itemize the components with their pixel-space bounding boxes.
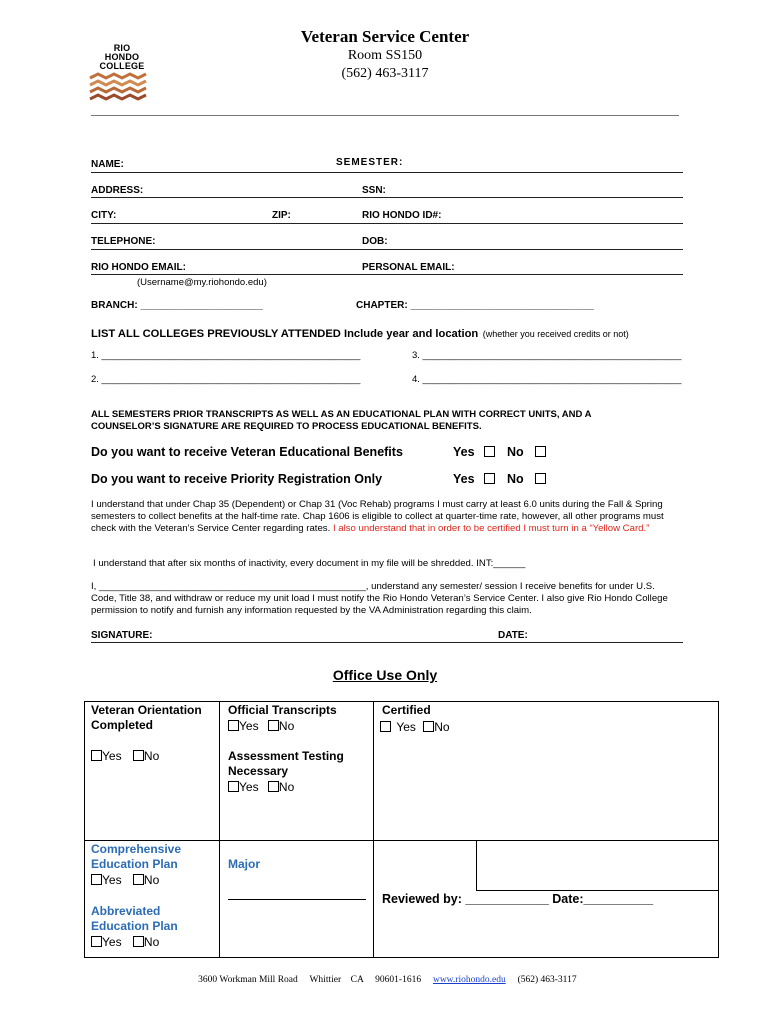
priority-yes-option[interactable] [453,472,495,486]
yellow-card-text: I also understand that in order to be certified I must turn in a “Yellow Card.” [332,522,650,534]
dob-label: DOB: [362,236,388,247]
assessment-yes-checkbox[interactable] [228,781,239,792]
certified-label: Certified [382,703,431,717]
abbreviated-yes-checkbox[interactable] [91,936,102,947]
table-left-border [84,701,85,957]
footer [0,965,770,985]
email-hint: (Username@my.riohondo.edu) [137,277,267,288]
yes-label: Yes [102,749,122,763]
rates-paragraph [91,499,673,534]
logo-text: RIO HONDO COLLEGE [99,43,145,71]
college-line-1[interactable]: 1. _________________________________________________ [91,350,361,361]
city-line[interactable] [91,223,683,224]
signature-line[interactable] [91,642,683,643]
footer-phone: (562) 463-3117 [517,975,577,985]
orientation-label: Veteran Orientation Completed [91,703,202,732]
table-top-border [84,701,719,702]
college-line-3[interactable]: 3. _________________________________________________ [412,350,682,361]
semester-label: SEMESTER: [336,157,404,168]
table-row-divider [84,840,719,841]
rates-text: I understand that under Chap 35 (Dependent) or Chap 31 (Voc Rehab) programs I must carry at least 6.0 units during the Fall & Spring semesters to collect benefits at the half-time rate. Chap 1606 is eligible to collect at quarter-time rate, however, all other programs must check with the Veteran’s Service Center regarding rates. [91,499,664,534]
agreement-paragraph: I, __________________________________________________, understand any semester/ session I receive benefits for under U.S. Code, Title 38, and withdraw or reduce my unit load I must notify the Rio Hondo Veteran’s Service Center. I also give Rio Hondo College permission to notify and furnish any information requested by the VA Administration regarding this claim. [91,581,668,616]
reviewed-date-field[interactable]: : ____________ Date:__________ [457,892,654,906]
colleges-heading-note: (whether you received credits or not) [482,329,629,339]
orientation-no-checkbox[interactable] [133,750,144,761]
reviewed-by[interactable] [382,892,653,906]
signature-label: SIGNATURE: [91,630,153,641]
city-label: CITY: [91,210,117,221]
major-label: Major [228,857,261,871]
abbreviated-options[interactable] [91,935,159,949]
no-label: No [143,749,160,763]
certified-no-checkbox[interactable] [423,721,434,732]
certified-yes-checkbox[interactable] [380,721,391,732]
assessment-label: Assessment Testing Necessary [228,749,344,778]
colleges-heading-text: LIST ALL COLLEGES PREVIOUSLY ATTENDED Include year and location [91,328,479,340]
college-line-2[interactable]: 2. _________________________________________________ [91,374,361,385]
rio-id-label: RIO HONDO ID#: [362,210,442,221]
telephone-label: TELEPHONE: [91,236,156,247]
yes-label: Yes [239,780,259,794]
yes-label: Yes [396,720,416,734]
no-label: No [143,873,160,887]
transcripts-label: Official Transcripts [228,703,337,717]
orientation-yes-checkbox[interactable] [91,750,102,761]
orientation-options[interactable] [91,749,159,763]
benefits-no-option[interactable] [507,445,546,459]
comprehensive-yes-checkbox[interactable] [91,874,102,885]
reviewed-by-label: Reviewed by [382,892,458,906]
priority-yes-checkbox[interactable] [484,473,495,484]
room-number: Room SS150 [347,48,423,63]
table-bottom-border [84,957,719,958]
no-label: No [507,445,524,459]
transcripts-options[interactable] [228,719,294,733]
colleges-heading [91,324,629,342]
no-label: No [434,720,450,734]
abbreviated-plan-label: Abbreviated Education Plan [91,904,178,933]
table-inner-line [476,890,719,891]
ssn-label: SSN: [362,185,386,196]
zip-label: ZIP: [272,210,291,221]
transcripts-yes-checkbox[interactable] [228,720,239,731]
comprehensive-no-checkbox[interactable] [133,874,144,885]
benefits-no-checkbox[interactable] [535,446,546,457]
table-right-border [718,701,719,957]
yes-label: Yes [102,935,122,949]
no-label: No [143,935,160,949]
header-divider [91,115,679,116]
table-col-divider-2 [373,701,374,957]
comprehensive-options[interactable] [91,873,159,887]
no-label: No [278,719,295,733]
priority-no-option[interactable] [507,472,546,486]
email-line[interactable] [91,274,683,275]
assessment-no-checkbox[interactable] [268,781,279,792]
major-line[interactable] [228,899,366,900]
priority-no-checkbox[interactable] [535,473,546,484]
no-label: No [278,780,295,794]
page-title: Veteran Service Center [300,27,470,46]
transcripts-no-checkbox[interactable] [268,720,279,731]
yes-label: Yes [239,719,259,733]
benefits-question: Do you want to receive Veteran Educational Benefits [91,445,403,459]
date-label: DATE: [498,630,528,641]
personal-email-label: PERSONAL EMAIL: [362,262,455,273]
assessment-options[interactable] [228,780,294,794]
inactivity-paragraph: I understand that after six months of inactivity, every document in my file will be shredded. INT:______ [93,558,526,569]
college-line-4[interactable]: 4. _________________________________________________ [412,374,682,385]
table-inner-divider [476,840,477,890]
footer-address: 3600 Workman Mill Road Whittier CA 90601-1616 [198,975,422,985]
address-line[interactable] [91,197,683,198]
name-line[interactable] [91,172,683,173]
header-phone: (562) 463-3117 [341,66,429,81]
chapter-field[interactable]: CHAPTER: _________________________________ [356,300,594,311]
yes-label: Yes [453,472,475,486]
table-col-divider-1 [219,701,220,957]
benefits-yes-checkbox[interactable] [484,446,495,457]
branch-field[interactable]: BRANCH: ______________________ [91,300,263,311]
abbreviated-no-checkbox[interactable] [133,936,144,947]
name-label: NAME: [91,159,124,170]
address-label: ADDRESS: [91,185,144,196]
benefits-yes-option[interactable] [453,445,495,459]
office-title: Office Use Only [332,667,438,683]
rio-email-label: RIO HONDO EMAIL: [91,262,186,273]
priority-question: Do you want to receive Priority Registration Only [91,472,383,486]
telephone-line[interactable] [91,249,683,250]
comprehensive-plan-label: Comprehensive Education Plan [91,842,182,871]
transcripts-notice: ALL SEMESTERS PRIOR TRANSCRIPTS AS WELL AS AN EDUCATIONAL PLAN WITH CORRECT UNITS, AND A COUNSELOR’S SIGNATURE ARE REQUIRED TO PROCESS EDUCATIONAL BENEFITS. [91,409,592,432]
footer-website-link[interactable]: www.riohondo.edu [432,975,506,985]
yes-label: Yes [102,873,122,887]
yes-label: Yes [453,445,475,459]
certified-options[interactable] [380,720,450,734]
no-label: No [507,472,524,486]
